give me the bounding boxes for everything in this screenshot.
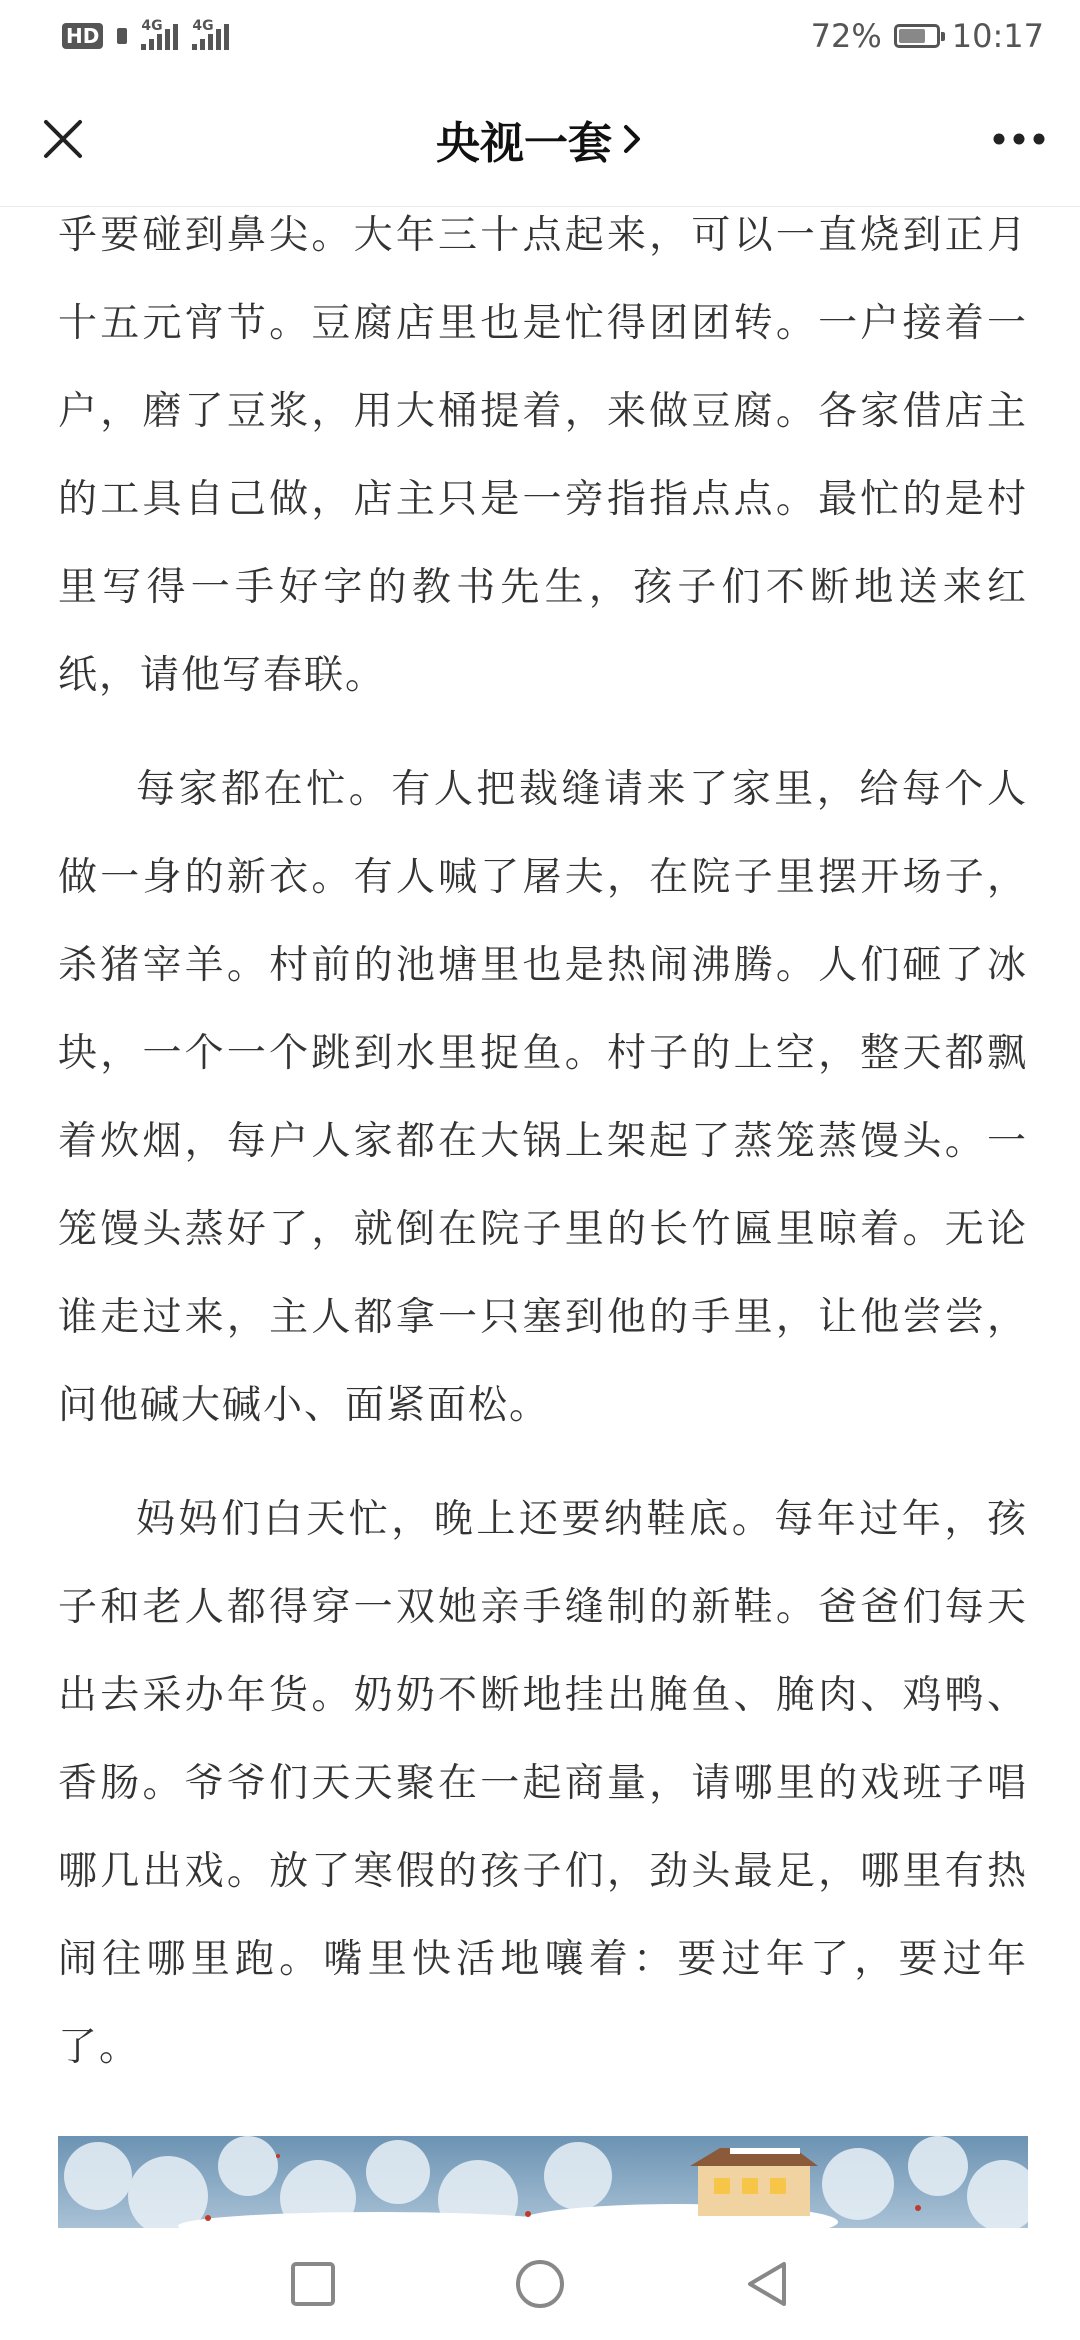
- battery-percent: 72%: [810, 17, 882, 55]
- article-illustration[interactable]: [58, 2136, 1028, 2228]
- sim-icon: [117, 28, 127, 44]
- account-title-link[interactable]: [436, 107, 644, 171]
- close-button[interactable]: [28, 104, 98, 174]
- back-button[interactable]: [732, 2249, 802, 2319]
- article-body: [58, 206, 1028, 2146]
- top-navigation-bar: [0, 72, 1080, 207]
- page-title: 央视一套: [436, 118, 612, 169]
- article-paragraph-2: 每家都在忙。有人把裁缝请来了家里，给每个人做一身的新衣。有人喊了屠夫，在院子里摆开场子，杀猪宰羊。村前的池塘里也是热闹沸腾。人们砸了冰块，一个一个跳到水里捉鱼。村子的上空，整天都飘着炊烟，每户人家都在大锅上架起了蒸笼蒸馒头。一笼馒头蒸好了，就倒在院子里的长竹匾里晾着。无论谁走过来，主人都拿一只塞到他的手里，让他尝尝，问他碱大碱小、面紧面松。: [58, 767, 1028, 1428]
- circle-icon: [514, 2258, 566, 2310]
- status-left: [62, 18, 229, 50]
- system-navigation-bar: [0, 2228, 1080, 2340]
- network-type-label: 4G: [141, 18, 163, 34]
- winter-village-illustration: [58, 2136, 1028, 2228]
- square-icon: [289, 2260, 337, 2308]
- clock: 10:17: [951, 17, 1044, 55]
- network-type-label-2: 4G: [192, 18, 214, 34]
- status-bar: [0, 0, 1080, 72]
- status-right: [811, 17, 1044, 55]
- back-triangle-icon: [742, 2258, 792, 2310]
- home-button[interactable]: [505, 2249, 575, 2319]
- battery-icon: [894, 24, 940, 48]
- recent-apps-button[interactable]: [278, 2249, 348, 2319]
- hd-badge: HD: [62, 23, 103, 49]
- signal-icon: [141, 18, 178, 50]
- chevron-right-icon: [620, 121, 644, 157]
- more-options-button[interactable]: [984, 104, 1054, 174]
- signal-icon-2: [192, 18, 229, 50]
- article-paragraph-3: 妈妈们白天忙，晚上还要纳鞋底。每年过年，孩子和老人都得穿一双她亲手缝制的新鞋。爸爸们每天出去采办年货。奶奶不断地挂出腌鱼、腌肉、鸡鸭、香肠。爷爷们天天聚在一起商量，请哪里的戏班子唱哪几出戏。放了寒假的孩子们，劲头最足，哪里有热闹往哪里跑。嘴里快活地嚷着：要过年了，要过年了。: [58, 1497, 1028, 2070]
- more-icon: [992, 132, 1046, 146]
- close-icon: [42, 118, 84, 160]
- article-paragraph-1: 乎要碰到鼻尖。大年三十点起来，可以一直烧到正月十五元宵节。豆腐店里也是忙得团团转。一户接着一户，磨了豆浆，用大桶提着，来做豆腐。各家借店主的工具自己做，店主只是一旁指指点点。最忙的是村里写得一手好字的教书先生，孩子们不断地送来红纸，请他写春联。: [58, 213, 1028, 698]
- battery-fill: [899, 29, 925, 43]
